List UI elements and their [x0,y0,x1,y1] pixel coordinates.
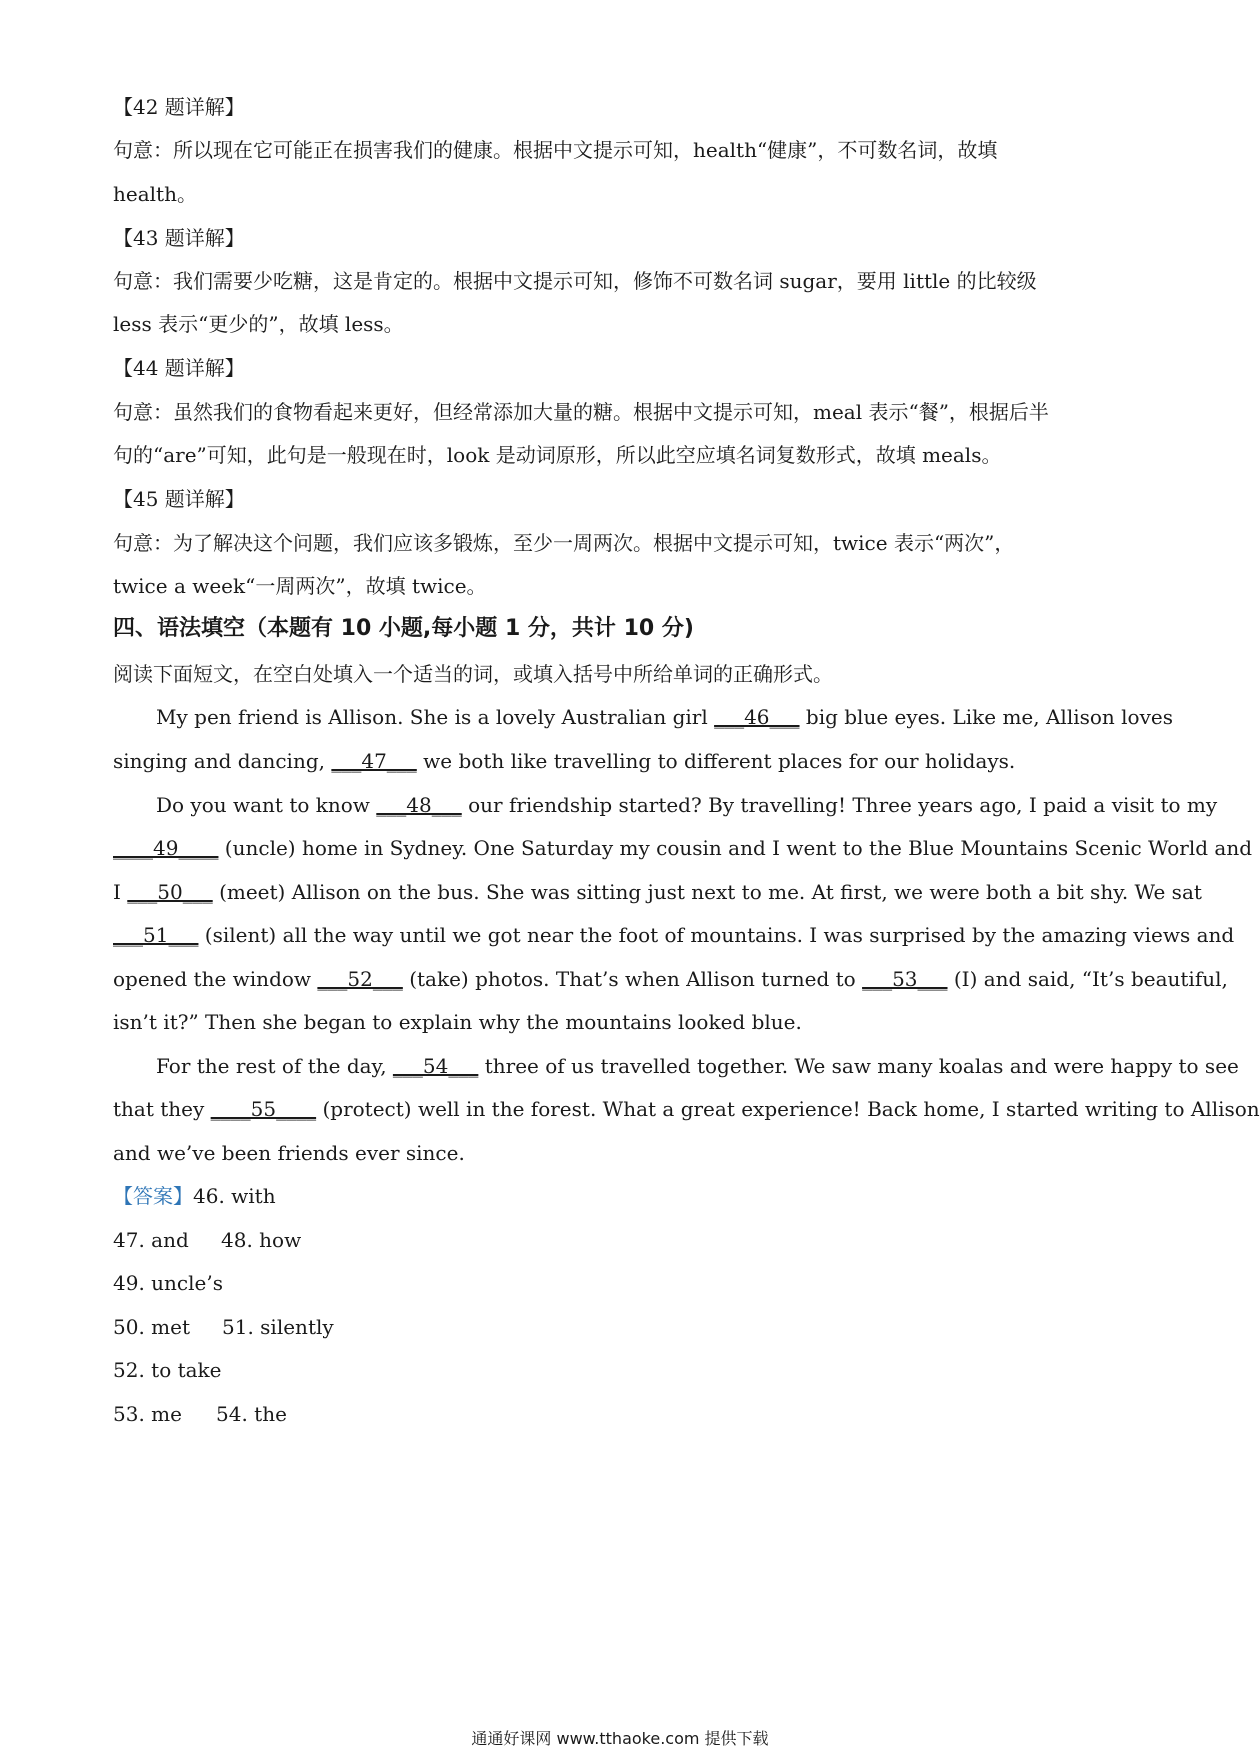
passage-line [113,833,1253,863]
explanation-44-line: 句意：虽然我们的食物看起来更好，但经常添加大量的糖。根据中文提示可知，meal 表示“餐”，根据后半 [113,400,1049,424]
passage-line [156,790,1218,820]
passage-text: (protect) well in the forest. What a great experience! Back home, I started writing to Allison [316,1097,1260,1121]
answer-49: 49. uncle’s [113,1271,223,1295]
explanation-45-line: 句意：为了解决这个问题，我们应该多锻炼，至少一周两次。根据中文提示可知，twice 表示“两次”， [113,531,1015,555]
passage-text: our friendship started? By travelling! Three years ago, I paid a visit to my [461,793,1218,817]
blank-50: ___50___ [127,880,213,904]
answer-54: 54. the [216,1402,287,1426]
explanation-44-title: 【44 题详解】 [113,356,245,380]
passage-text: My pen friend is Allison. She is a lovely Australian girl [156,705,715,729]
blank-47: ___47___ [331,749,417,773]
explanation-42-line: health。 [113,182,197,206]
passage-text: opened the window [113,967,318,991]
blank-51: ___51___ [113,923,199,947]
footer-watermark: 通通好课网 www.tthaoke.com 提供下载 [471,1729,769,1748]
passage-line [113,964,1228,994]
blank-55: ____55____ [210,1097,317,1121]
passage-text: (meet) Allison on the bus. She was sitting just next to me. At first, we were both a bit shy. We sat [212,880,1202,904]
explanation-43-line: 句意：我们需要少吃糖，这是肯定的。根据中文提示可知，修饰不可数名词 sugar，要用 little 的比较级 [113,269,1037,293]
explanation-45-title: 【45 题详解】 [113,487,245,511]
blank-52: ___52___ [317,967,403,991]
passage-text: (uncle) home in Sydney. One Saturday my cousin and I went to the Blue Mountains Scenic World and [218,836,1253,860]
explanation-43-line: less 表示“更少的”，故填 less。 [113,312,404,336]
passage-line [113,877,1202,907]
explanation-44-line: 句的“are”可知，此句是一般现在时，look 是动词原形，所以此空应填名词复数形式，故填 meals。 [113,443,1002,467]
blank-49: ____49____ [113,836,219,860]
explanation-43-title: 【43 题详解】 [113,226,245,250]
passage-text: (I) and said, “It’s beautiful, [947,967,1228,991]
explanation-42-title: 【42 题详解】 [113,95,245,119]
passage-line [113,920,1235,950]
passage-line [113,1094,1260,1124]
passage-text: For the rest of the day, [156,1054,393,1078]
passage-line [156,702,1176,732]
blank-53: ___53___ [862,967,948,991]
passage-text: singing and dancing, [113,749,332,773]
explanation-42-line: 句意：所以现在它可能正在损害我们的健康。根据中文提示可知，health“健康”，不可数名词，故填 [113,138,998,162]
answer-53: 53. me [113,1402,182,1426]
passage-text: that they [113,1097,211,1121]
passage-text: big blue eyes. Like me, Allison loves [799,705,1173,729]
answer-51: 51. silently [222,1315,334,1339]
blank-48: ___48___ [376,793,462,817]
answer-48: 48. how [221,1228,302,1252]
answer-tag: 【答案】 [113,1184,193,1208]
passage-text: (take) photos. That’s when Allison turned to [402,967,863,991]
blank-54: ___54___ [392,1054,479,1078]
passage-text: (silent) all the way until we got near the foot of mountains. I was surprised by the amazing views and [198,923,1235,947]
blank-46: ___46___ [714,705,800,729]
answer-47: 47. and [113,1228,189,1252]
answer-52: 52. to take [113,1358,222,1382]
answer-line [113,1181,276,1211]
passage-line: and we’ve been friends ever since. [113,1141,465,1165]
answer-46: 46. with [193,1184,276,1208]
passage-text: I [113,880,128,904]
explanation-45-line: twice a week“一周两次”，故填 twice。 [113,574,487,598]
section-instruction: 阅读下面短文，在空白处填入一个适当的词，或填入括号中所给单词的正确形式。 [113,662,833,686]
section-heading: 四、语法填空（本题有 10 小题,每小题 1 分，共计 10 分) [113,616,694,641]
answer-50: 50. met [113,1315,191,1339]
passage-text: we both like travelling to different places for our holidays. [416,749,1016,773]
passage-line: isn’t it?” Then she began to explain why the mountains looked blue. [113,1010,802,1034]
passage-line [156,1051,1239,1081]
passage-text: three of us travelled together. We saw many koalas and were happy to see [478,1054,1239,1078]
passage-line [113,746,1133,776]
passage-text: Do you want to know [156,793,377,817]
